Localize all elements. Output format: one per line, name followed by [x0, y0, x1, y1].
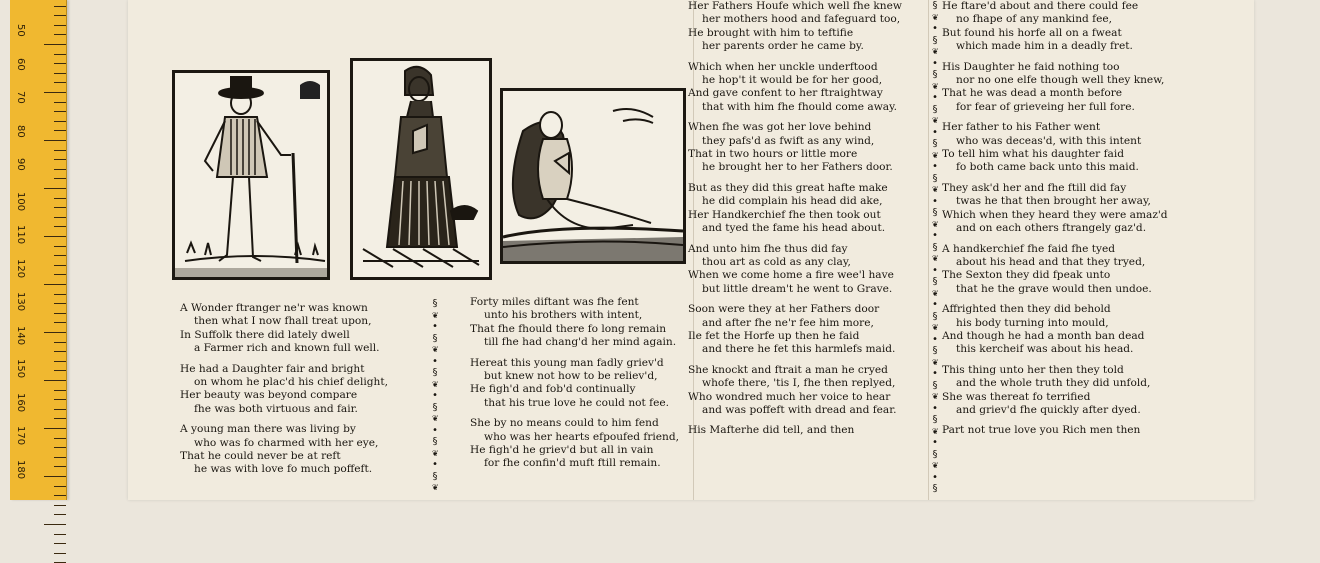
ruler-tick	[44, 236, 66, 237]
verse-line: Her Handkerchief fhe then took out	[688, 208, 881, 221]
ruler-tick	[54, 534, 66, 535]
ornament-glyph: §	[931, 276, 939, 287]
ruler-number: 130	[15, 292, 26, 312]
stanza	[180, 363, 410, 417]
ruler-tick	[54, 361, 66, 362]
broadside-sheet	[128, 0, 1254, 500]
verse-line: fo both came back unto this maid.	[956, 161, 1139, 174]
ornament-glyph: ❦	[431, 482, 439, 493]
ornament-glyph: §	[431, 436, 439, 447]
verse-line: unto his brothers with intent,	[484, 309, 643, 322]
verse-line: but knew not how to be reliev'd,	[484, 370, 658, 383]
ornament-glyph: ❦	[931, 425, 939, 437]
ruler-tick	[54, 246, 66, 247]
ruler-tick	[54, 418, 66, 419]
ruler-number: 140	[15, 325, 26, 345]
ornament-glyph: •	[931, 230, 939, 241]
verse-line: who was fo charmed with her eye,	[194, 436, 379, 449]
ornament-glyph: §	[931, 69, 939, 80]
ruler-number: 50	[15, 24, 26, 37]
verse-line: twas he that then brought her away,	[956, 195, 1151, 208]
ornament-glyph: ❦	[431, 447, 439, 459]
ballad-column-3	[688, 0, 928, 445]
ruler-tick	[54, 25, 66, 26]
ornament-glyph: ❦	[931, 356, 939, 368]
ornament-glyph: §	[931, 414, 939, 425]
ornament-glyph: §	[931, 0, 939, 11]
ruler-tick	[54, 15, 66, 16]
verse-line: She was thereat fo terrified	[942, 390, 1091, 403]
ruler-tick	[44, 284, 66, 285]
ornament-glyph: •	[931, 92, 939, 103]
ruler-tick	[44, 524, 66, 525]
verse-line: To tell him what his daughter faid	[942, 148, 1125, 161]
verse-line: that he the grave would then undoe.	[956, 282, 1152, 295]
verse-line: that his true love he could not fee.	[484, 396, 669, 409]
ornament-glyph: ❦	[431, 309, 439, 321]
stanza	[688, 243, 928, 297]
ornament-glyph: •	[931, 195, 939, 207]
verse-line: Forty miles diftant was fhe fent	[470, 296, 639, 308]
stanza	[688, 0, 928, 54]
stanza	[470, 296, 694, 350]
ruler-tick	[54, 217, 66, 218]
ornament-glyph: §	[931, 34, 939, 46]
verse-line: and was poffeft with dread and fear.	[702, 403, 897, 416]
verse-line: And though he had a month ban dead	[942, 329, 1145, 342]
ruler-tick	[54, 466, 66, 467]
stanza	[942, 303, 1182, 357]
ornament-glyph: •	[931, 299, 939, 310]
stanza	[688, 121, 928, 175]
stanza	[688, 182, 928, 236]
ruler-number: 70	[15, 91, 26, 104]
ruler-tick	[54, 409, 66, 410]
ruler-tick	[54, 102, 66, 103]
ruler-number: 150	[15, 359, 26, 379]
stanza	[470, 417, 694, 471]
ruler-number: 120	[15, 258, 26, 278]
stanza	[942, 121, 1182, 175]
ornament-glyph: ❦	[931, 46, 939, 57]
verse-line: her mothers hood and fafeguard too,	[702, 13, 901, 26]
ornament-glyph: §	[431, 298, 439, 309]
ruler-tick	[54, 255, 66, 256]
ruler-number: 80	[15, 124, 26, 138]
ruler-tick	[54, 351, 66, 352]
ornament-glyph: ❦	[931, 287, 939, 299]
ornament-glyph: •	[431, 424, 439, 436]
ruler-number: 90	[15, 158, 26, 171]
ornament-glyph: •	[931, 471, 939, 483]
ornament-glyph: §	[931, 103, 939, 115]
verse-line: That in two hours or little more	[688, 148, 858, 161]
ruler-number: 100	[15, 191, 26, 211]
ruler-tick	[44, 188, 66, 189]
ruler-tick	[54, 447, 66, 448]
verse-line: She knockt and ftrait a man he cryed	[688, 363, 888, 376]
ruler-tick	[54, 207, 66, 208]
ballad-column-2	[470, 296, 694, 478]
verse-line: This thing unto her then they told	[942, 363, 1124, 376]
ornament-glyph: ❦	[931, 218, 939, 230]
ruler-number: 110	[15, 225, 26, 245]
verse-line: That he could never be at reft	[180, 450, 341, 463]
verse-line: She by no means could to him fend	[470, 417, 659, 430]
ornament-glyph: ❦	[931, 80, 939, 92]
verse-line: His Mafterhe did tell, and then	[688, 424, 855, 437]
verse-line: he did complain his head did ake,	[702, 195, 883, 208]
ruler-tick	[54, 265, 66, 266]
ornament-glyph: •	[931, 368, 939, 379]
ruler-number: 160	[15, 392, 26, 412]
verse-line: then what I now fhall treat upon,	[194, 315, 372, 328]
verse-line: he was with love fo much poffeft.	[194, 463, 373, 476]
stanza	[688, 424, 928, 437]
verse-line: Which when her unckle underftood	[688, 60, 878, 73]
ornament-glyph: §	[431, 470, 439, 482]
ornament-glyph: •	[431, 321, 439, 332]
ornament-glyph: •	[931, 161, 939, 172]
verse-line: In Suffolk there did lately dwell	[180, 328, 350, 341]
verse-line: A handkerchief fhe faid fhe tyed	[942, 242, 1116, 255]
stanza	[470, 357, 694, 411]
ornament-glyph: ❦	[931, 253, 939, 264]
verse-line: When we come home a fire wee'l have	[688, 269, 894, 282]
woodcut-man-with-rosary	[350, 58, 492, 280]
ruler-tick	[54, 303, 66, 304]
ornament-glyph: •	[931, 57, 939, 69]
ruler-tick	[54, 121, 66, 122]
ruler-tick	[54, 553, 66, 554]
verse-line: they pafs'd as fwift as any wind,	[702, 134, 875, 147]
ornament-glyph: ❦	[931, 11, 939, 23]
ruler-tick	[44, 476, 66, 477]
verse-line: and there he fet this harmlefs maid.	[702, 343, 896, 356]
verse-line: and tyed the fame his head about.	[702, 222, 886, 235]
verse-line: thou art as cold as any clay,	[702, 255, 851, 268]
ornament-glyph: ❦	[931, 391, 939, 402]
verse-line: on whom he plac'd his chief delight,	[194, 376, 388, 389]
ruler-tick	[54, 130, 66, 131]
stanza	[688, 61, 928, 115]
verse-line: who was her hearts efpoufed friend,	[484, 430, 680, 443]
verse-line: for fear of grieveing her full fore.	[956, 100, 1135, 113]
ornament-glyph: •	[931, 402, 939, 414]
verse-line: no fhape of any mankind fee,	[956, 13, 1112, 26]
verse-line: and on each others ftrangely gaz'd.	[956, 222, 1147, 235]
ruler-tick	[54, 111, 66, 112]
ornament-glyph: §	[931, 345, 939, 356]
ornament-glyph: •	[431, 390, 439, 401]
verse-line: this kercheif was about his head.	[956, 343, 1134, 356]
ornament-glyph: •	[931, 264, 939, 276]
verse-line: her parents order he came by.	[702, 40, 864, 53]
verse-line: That he was dead a month before	[942, 87, 1123, 100]
stanza	[942, 424, 1182, 437]
ornament-glyph: §	[931, 172, 939, 184]
ruler-tick	[54, 150, 66, 151]
ruler-tick	[54, 342, 66, 343]
verse-line: But as they did this great hafte make	[688, 181, 888, 194]
ruler-tick	[54, 313, 66, 314]
verse-line: Affrighted then they did behold	[942, 303, 1111, 316]
verse-line: he brought her to her Fathers door.	[702, 161, 893, 174]
verse-line: that with him fhe fhould come away.	[702, 100, 898, 113]
ornament-glyph: •	[431, 459, 439, 470]
ornament-glyph: §	[431, 401, 439, 413]
verse-line: Which when they heard they were amaz'd	[942, 208, 1168, 221]
ornament-glyph: •	[931, 23, 939, 34]
verse-line: Her Fathers Houfe which well fhe knew	[688, 0, 902, 12]
ruler-tick	[54, 370, 66, 371]
verse-line: A young man there was living by	[180, 423, 356, 436]
stanza	[180, 302, 410, 356]
stanza	[180, 423, 410, 477]
ruler-tick	[54, 495, 66, 496]
ornament-glyph: §	[431, 367, 439, 378]
ruler-tick	[54, 399, 66, 400]
verse-line: Soon were they at her Fathers door	[688, 303, 880, 316]
ornament-glyph: §	[931, 207, 939, 218]
stanza	[942, 243, 1182, 297]
stanza	[942, 182, 1182, 236]
ruler-tick	[54, 390, 66, 391]
ruler-tick	[54, 543, 66, 544]
ruler-tick	[54, 294, 66, 295]
ornamental-border-left	[428, 298, 442, 494]
verse-line: and griev'd fhe quickly after dyed.	[956, 403, 1141, 416]
ornament-glyph: ❦	[431, 344, 439, 355]
ruler-tick	[44, 332, 66, 333]
woodcut-farmer-with-staff	[172, 70, 330, 280]
ruler-tick	[54, 322, 66, 323]
ornament-glyph: §	[431, 332, 439, 344]
ornament-glyph: §	[931, 483, 939, 494]
ruler-tick	[54, 514, 66, 515]
verse-line: till fhe had chang'd her mind again.	[484, 336, 677, 349]
ruler-tick	[54, 274, 66, 275]
verse-line: They ask'd her and fhe ftill did fay	[942, 181, 1127, 194]
ruler-tick	[54, 169, 66, 170]
stanza	[942, 364, 1182, 418]
ruler-tick	[44, 428, 66, 429]
ornament-glyph: •	[931, 333, 939, 345]
stanza	[688, 364, 928, 418]
verse-line: for fhe confin'd muft ftill remain.	[484, 457, 661, 470]
ruler-tick	[44, 380, 66, 381]
verse-line: which made him in a deadly fret.	[956, 40, 1133, 53]
ornament-glyph: ❦	[931, 460, 939, 471]
verse-line: Hereat this young man fadly griev'd	[470, 356, 664, 369]
verse-line: Part not true love you Rich men then	[942, 424, 1141, 437]
ornament-glyph: •	[431, 355, 439, 367]
ruler-number: 170	[15, 426, 26, 446]
verse-line: Her beauty was beyond compare	[180, 389, 358, 402]
verse-line: and after fhe ne'r fee him more,	[702, 316, 874, 329]
verse-line: Who wondred much her voice to hear	[688, 390, 891, 403]
ruler-tick	[54, 63, 66, 64]
ornament-glyph: •	[931, 126, 939, 138]
ornamental-border-right	[928, 0, 942, 495]
stanza	[942, 61, 1182, 115]
ruler-number: 180	[15, 459, 26, 479]
verse-line: That fhe fhould there fo long remain	[470, 322, 667, 335]
ornament-glyph: ❦	[931, 115, 939, 126]
ruler-tick	[54, 438, 66, 439]
ruler-tick	[54, 82, 66, 83]
verse-line: A Wonder ftranger ne'r was known	[180, 302, 368, 314]
verse-line: When fhe was got her love behind	[688, 121, 872, 134]
ruler-tick	[54, 73, 66, 74]
verse-line: He figh'd and fob'd continually	[470, 383, 636, 396]
ruler-tick	[54, 198, 66, 199]
verse-line: who was deceas'd, with this intent	[956, 134, 1142, 147]
ballad-column-1	[180, 302, 410, 484]
verse-line: nor no one elfe though well they knew,	[956, 74, 1165, 87]
ruler-tick	[54, 6, 66, 7]
woodcut-kneeling-maiden	[500, 88, 686, 264]
verse-line: his body turning into mould,	[956, 316, 1109, 329]
ruler-tick	[54, 34, 66, 35]
ballad-column-4	[942, 0, 1182, 445]
ruler-tick	[54, 226, 66, 227]
ornament-glyph: •	[931, 437, 939, 448]
verse-line: And unto him fhe thus did fay	[688, 242, 848, 255]
verse-line: He figh'd he griev'd but all in vain	[470, 444, 654, 457]
verse-line: a Farmer rich and known full well.	[194, 342, 380, 355]
verse-line: He ftare'd about and there could fee	[942, 0, 1139, 12]
verse-line: and the whole truth they did unfold,	[956, 377, 1151, 390]
ruler-tick	[44, 92, 66, 93]
ruler-tick	[54, 159, 66, 160]
ornament-glyph: ❦	[431, 413, 439, 424]
ruler-tick	[54, 457, 66, 458]
verse-line: His Daughter he faid nothing too	[942, 60, 1120, 73]
ruler-tick	[54, 505, 66, 506]
ruler-tick	[54, 178, 66, 179]
ornament-glyph: §	[931, 310, 939, 322]
verse-line: Ile fet the Horfe up then he faid	[688, 329, 860, 342]
ornament-glyph: §	[931, 379, 939, 391]
verse-line: But found his horfe all on a fweat	[942, 26, 1122, 39]
verse-line: whofe there, 'tis I, fhe then replyed,	[702, 377, 896, 390]
ornament-glyph: ❦	[431, 378, 439, 390]
measuring-ruler	[10, 0, 67, 500]
verse-line: He brought with him to teftifie	[688, 26, 854, 39]
ornament-glyph: §	[931, 448, 939, 460]
ruler-tick	[54, 54, 66, 55]
ornament-glyph: §	[931, 241, 939, 253]
stanza	[688, 303, 928, 357]
ornament-glyph: ❦	[931, 322, 939, 333]
verse-line: he hop't it would be for her good,	[702, 74, 883, 87]
verse-line: fhe was both virtuous and fair.	[194, 402, 358, 415]
verse-line: about his head and that they tryed,	[956, 255, 1146, 268]
ornament-glyph: ❦	[931, 184, 939, 195]
ruler-tick	[44, 140, 66, 141]
verse-line: Her father to his Father went	[942, 121, 1101, 134]
ruler-number: 60	[15, 57, 26, 71]
ornament-glyph: §	[931, 138, 939, 149]
stanza	[942, 0, 1182, 54]
verse-line: but little dream't he went to Grave.	[702, 282, 893, 295]
verse-line: He had a Daughter fair and bright	[180, 362, 365, 375]
verse-line: The Sexton they did fpeak unto	[942, 269, 1111, 282]
ruler-tick	[44, 44, 66, 45]
ornament-glyph: ❦	[931, 149, 939, 161]
verse-line: And gave confent to her ftraightway	[688, 87, 883, 100]
ruler-tick	[54, 486, 66, 487]
